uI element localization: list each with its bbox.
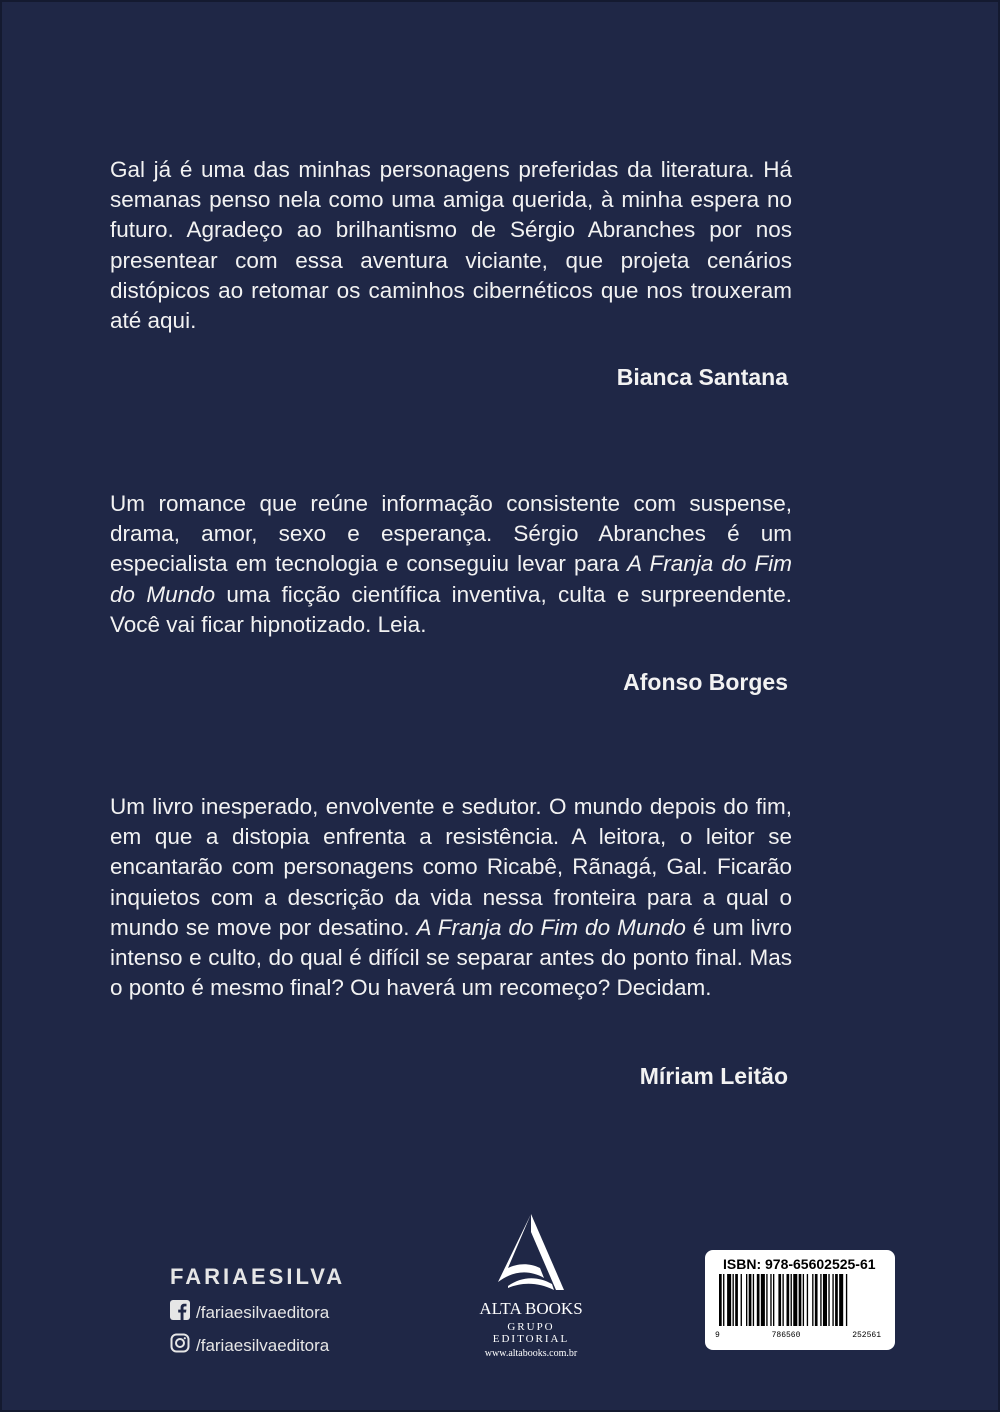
blurb-1 — [110, 155, 792, 336]
barcode-bar — [773, 1274, 774, 1326]
isbn-barcode-box — [705, 1250, 895, 1350]
barcode-bar — [791, 1274, 792, 1326]
barcode-bar — [770, 1274, 771, 1326]
barcode-bar — [719, 1274, 722, 1326]
blurb-3 — [110, 792, 792, 1003]
instagram-icon — [170, 1333, 190, 1358]
barcode-bar — [832, 1274, 833, 1326]
blurb-3-text-end: é um livro intenso e culto, do qual é difícil se separar antes do ponto final. Mas o ponto é mesmo final? Ou haverá um recomeço? Decidam. — [110, 914, 792, 1001]
barcode-bar — [839, 1274, 843, 1326]
barcode-bar — [753, 1274, 754, 1326]
barcode-bar — [787, 1274, 790, 1326]
instagram-link[interactable] — [170, 1333, 345, 1358]
alta-books-emblem-icon — [496, 1212, 566, 1292]
barcode-icon — [715, 1274, 885, 1326]
blurb-3-text-start: Um livro inesperado, envolvente e sedutor. O mundo depois do fim, em que a distopia enfrenta a resistência. A leitora, o leitor se encantarão com personagens como Ricabê, Rãnagá, Gal. Ficarão inquietos com a descrição da vida nessa fronteira para a qual o mundo se move por desatino. — [110, 794, 792, 940]
barcode-bar — [735, 1274, 738, 1326]
barcode-bar — [766, 1274, 767, 1326]
barcode-bar — [846, 1274, 847, 1326]
barcode-digits-left: 786560 — [771, 1331, 801, 1340]
barcode-bar — [799, 1274, 802, 1326]
instagram-handle: /fariaesilvaeditora — [196, 1335, 330, 1355]
barcode-bar — [746, 1274, 747, 1326]
barcode-bar — [828, 1274, 829, 1326]
barcode-bar — [723, 1274, 724, 1326]
alta-books-logo — [468, 1212, 594, 1359]
isbn-label: ISBN: 978-65602525-61 — [723, 1256, 876, 1272]
blurb-2 — [110, 489, 792, 640]
blurb-2-text-end: uma ficção científica inventiva, culta e surpreendente. Você vai ficar hipnotizado. Leia. — [110, 581, 792, 637]
barcode-bar — [820, 1274, 821, 1326]
facebook-link[interactable] — [170, 1300, 345, 1325]
alta-books-subtitle: GRUPO EDITORIAL — [492, 1321, 570, 1345]
blurb-2-book-title: A Franja do Fim do Mundo — [110, 551, 792, 607]
blurb-1-text: Gal já é uma das minhas personagens preferidas da literatura. Há semanas penso nela como uma amiga querida, à minha espera no futuro. Agradeço ao brilhantismo de Sérgio Abranches por nos presentear com essa aventura viciante, que projeta cenários distópicos ao retomar os caminhos cibernéticos que nos trouxeram até aqui. — [110, 157, 792, 334]
barcode-bar — [782, 1274, 783, 1326]
blurb-2-text-start: Um romance que reúne informação consistente com suspense, drama, amor, sexo e esperança. Sérgio Abranches é um especialista em tecnologia e conseguiu levar para — [110, 491, 792, 577]
barcode-bar — [761, 1274, 765, 1326]
barcode-bar — [727, 1274, 731, 1326]
barcode-digits — [715, 1331, 885, 1340]
barcode-bar — [793, 1274, 797, 1326]
blurb-3-author: Míriam Leitão — [639, 1063, 788, 1089]
barcode-digit-first: 9 — [715, 1331, 720, 1340]
barcode-bar — [803, 1274, 804, 1326]
publisher-logo: FARIAESILVA — [170, 1264, 346, 1289]
facebook-icon — [170, 1300, 190, 1325]
barcode-digits-right: 252561 — [852, 1331, 881, 1340]
barcode-bar — [757, 1274, 760, 1326]
barcode-bar — [812, 1274, 813, 1326]
barcode-bar — [733, 1274, 734, 1326]
barcode-bar — [749, 1274, 752, 1326]
blurb-3-book-title: A Franja do Fim do Mundo — [416, 914, 686, 940]
publisher-block — [170, 1264, 345, 1366]
barcode-bar — [835, 1274, 838, 1326]
alta-books-url: www.altabooks.com.br — [484, 1348, 578, 1359]
blurb-2-author: Afonso Borges — [623, 669, 788, 695]
barcode-bar — [778, 1274, 781, 1326]
facebook-handle: /fariaesilvaeditora — [196, 1302, 330, 1322]
blurb-1-author: Bianca Santana — [616, 364, 788, 390]
barcode-bar — [807, 1274, 808, 1326]
alta-books-name: ALTA BOOKS — [479, 1299, 583, 1318]
barcode-bar — [741, 1274, 742, 1326]
barcode-bar — [815, 1274, 818, 1326]
barcode-bar — [823, 1274, 827, 1326]
barcode — [715, 1274, 885, 1340]
